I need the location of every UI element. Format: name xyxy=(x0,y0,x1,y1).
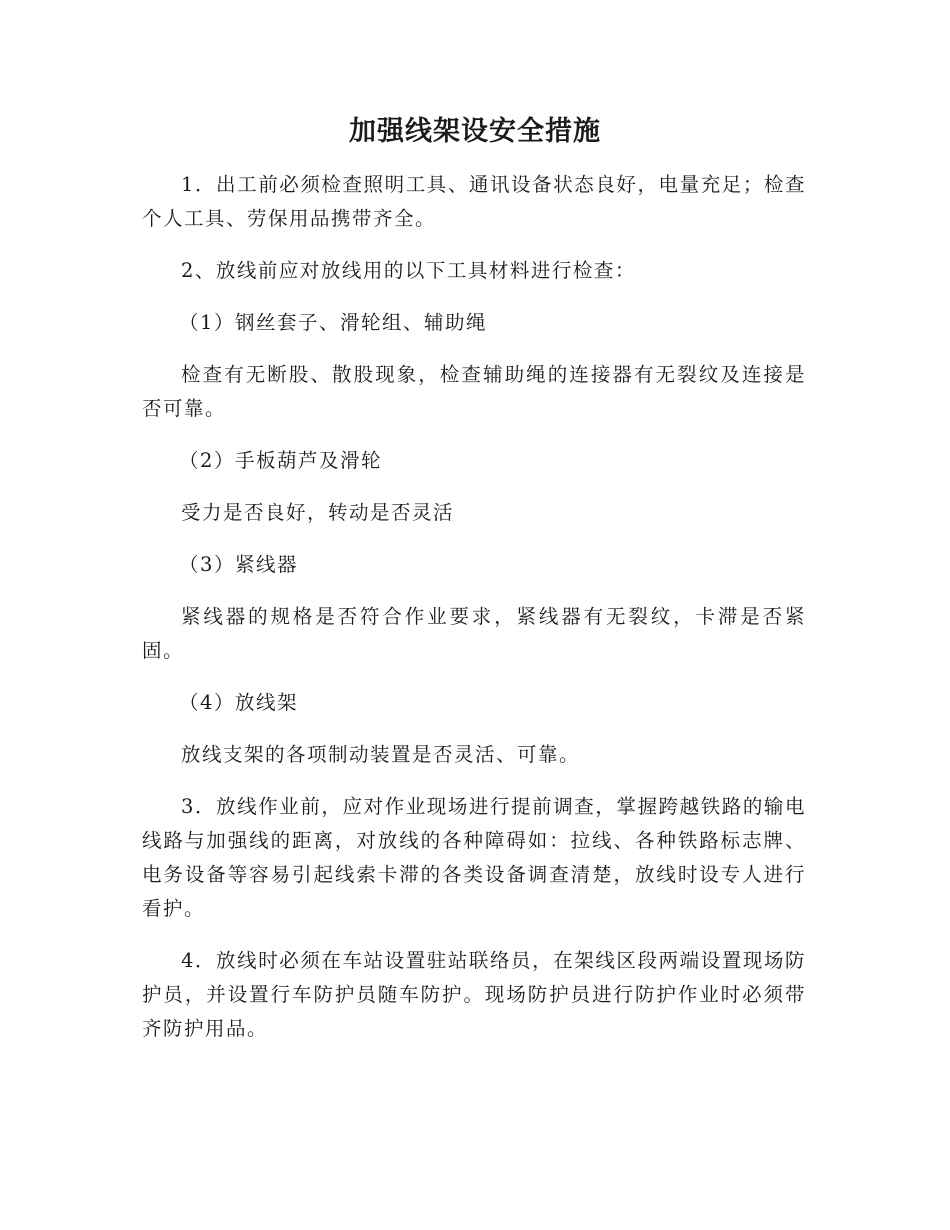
paragraph-8: 4．放线时必须在车站设置驻站联络员，在架线区段两端设置现场防护员，并设置行车防护员随车防护。现场防护员进行防护作业时必须带齐防护用品。 xyxy=(142,949,806,1040)
paragraph-5: 紧线器的规格是否符合作业要求，紧线器有无裂纹，卡滞是否紧固。 xyxy=(142,605,806,662)
paragraph-7: 3．放线作业前，应对作业现场进行提前调查，掌握跨越铁路的输电线路与加强线的距离，对放线的各种障碍如：拉线、各种铁路标志牌、电务设备等容易引起线索卡滞的各类设备调查清楚，放线时设专人进行看护。 xyxy=(142,795,806,920)
paragraph-2: 2、放线前应对放线用的以下工具材料进行检查： xyxy=(181,259,636,282)
paragraph-6: 放线支架的各项制动装置是否灵活、可靠。 xyxy=(181,743,581,766)
document-body xyxy=(142,168,806,1064)
subheading-1: （1）钢丝套子、滑轮组、辅助绳 xyxy=(179,311,487,334)
paragraph-1: 1．出工前必须检查照明工具、通讯设备状态良好，电量充足；检查个人工具、劳保用品携带齐全。 xyxy=(142,173,806,230)
subheading-3: （3）紧线器 xyxy=(179,553,298,576)
document-title: 加强线架设安全措施 xyxy=(349,116,601,147)
subheading-4: （4）放线架 xyxy=(179,691,298,714)
paragraph-4: 受力是否良好，转动是否灵活 xyxy=(181,501,455,524)
paragraph-3: 检查有无断股、散股现象，检查辅助绳的连接器有无裂纹及连接是否可靠。 xyxy=(142,363,806,420)
subheading-2: （2）手板葫芦及滑轮 xyxy=(179,449,382,472)
